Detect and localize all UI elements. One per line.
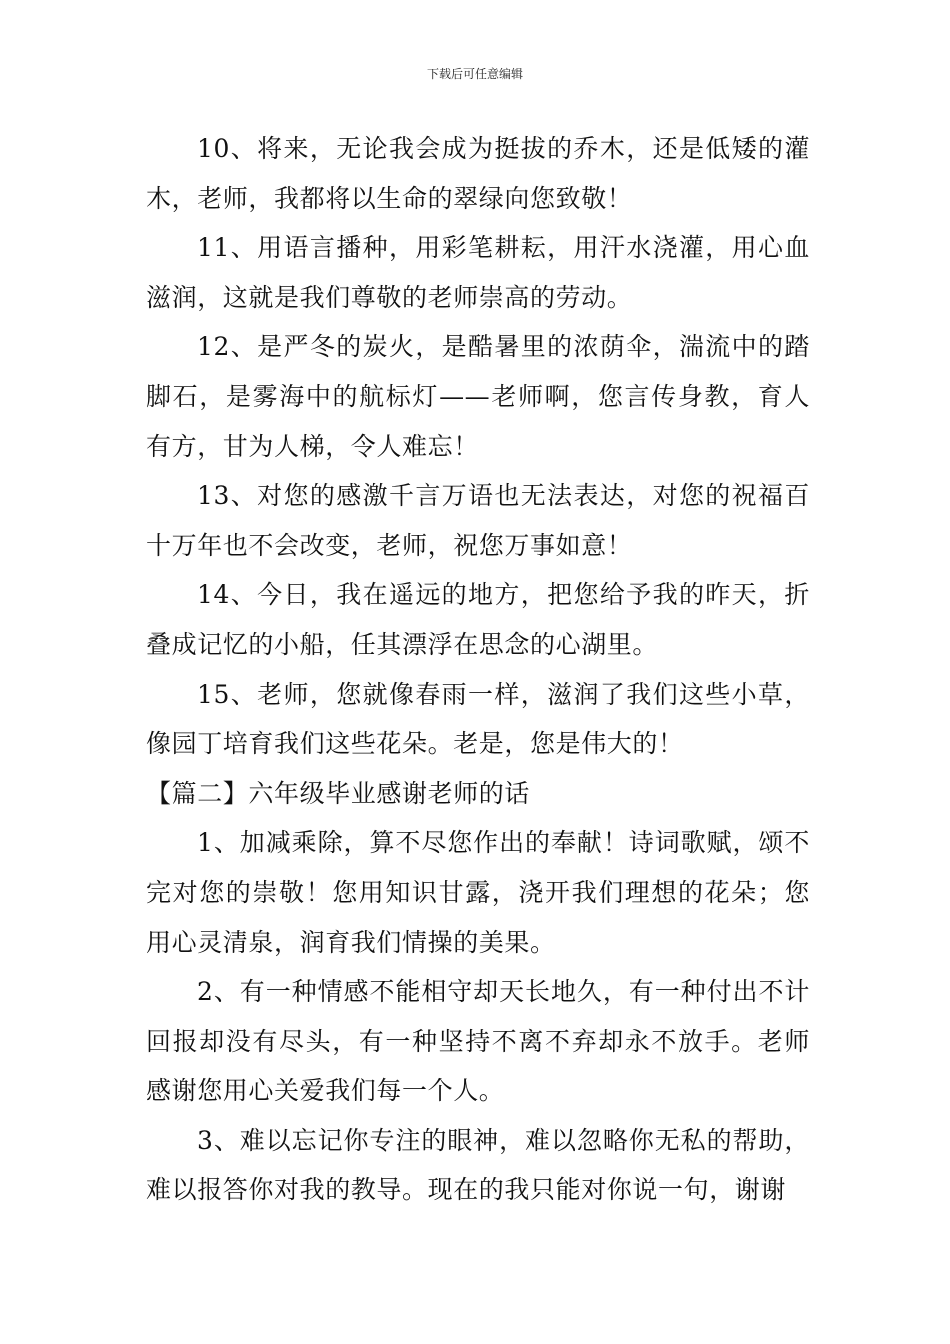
paragraph-1: 1、加减乘除，算不尽您作出的奉献！诗词歌赋，颂不完对您的崇敬！您用知识甘露，浇开我们理想的花朵；您用心灵清泉，润育我们情操的美果。 <box>146 828 810 957</box>
paragraph-15: 15、老师，您就像春雨一样，滋润了我们这些小草，像园丁培育我们这些花朵。老是，您是伟大的！ <box>146 679 810 759</box>
section-heading: 【篇二】六年级毕业感谢老师的话 <box>146 778 531 808</box>
paragraph-10: 10、将来，无论我会成为挺拔的乔木，还是低矮的灌木，老师，我都将以生命的翠绿向您致敬！ <box>146 134 810 213</box>
page-header-note: 下载后可任意编辑 <box>426 67 523 81</box>
paragraph-14: 14、今日，我在遥远的地方，把您给予我的昨天，折叠成记忆的小船，任其漂浮在思念的心湖里。 <box>146 580 810 659</box>
paragraph-13: 13、对您的感激千言万语也无法表达，对您的祝福百十万年也不会改变，老师，祝您万事如意！ <box>146 481 810 560</box>
paragraph-12: 12、是严冬的炭火，是酷暑里的浓荫伞，湍流中的踏脚石，是雾海中的航标灯——老师啊，您言传身教，育人有方，甘为人梯，令人难忘！ <box>146 332 810 461</box>
paragraph-11: 11、用语言播种，用彩笔耕耘，用汗水浇灌，用心血滋润，这就是我们尊敬的老师崇高的劳动。 <box>146 233 810 312</box>
document-body <box>146 124 810 1215</box>
paragraph-3: 3、难以忘记你专注的眼神，难以忽略你无私的帮助，难以报答你对我的教导。现在的我只能对你说一句，谢谢 <box>146 1125 810 1205</box>
paragraph-2: 2、有一种情感不能相守却天长地久，有一种付出不计回报却没有尽头，有一种坚持不离不弃却永不放手。老师感谢您用心关爱我们每一个人。 <box>146 977 810 1106</box>
